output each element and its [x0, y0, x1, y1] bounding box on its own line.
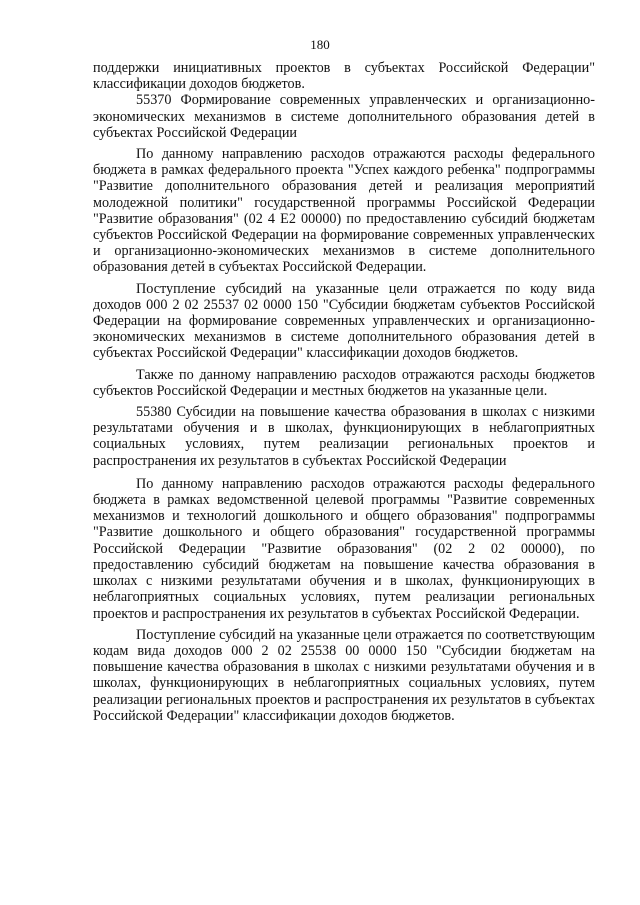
page-number: 180 [310, 37, 330, 52]
paragraph-revenue-55380: Поступление субсидий на указанные цели отражается по соответствующим кодам вида доходов 000 2 02 25538 00 0000 150 "Субсидии бюджетам на повышение качества образования в школах с низкими результатами обучения и в школах, функционирующих в неблагоприятных социальных условиях, путем реализации региональных проектов и распространения их результатов в субъектах Российской Федерации" классификации доходов бюджетов. [93, 626, 595, 724]
document-body [93, 60, 595, 724]
paragraph-continuation: поддержки инициативных проектов в субъектах Российской Федерации" классификации доходов бюджетов. [93, 60, 595, 93]
paragraph-regional-expenses: Также по данному направлению расходов отражаются расходы бюджетов субъектов Российской Федерации и местных бюджетов на указанные цели. [93, 366, 595, 399]
paragraph-expenses-55380: По данному направлению расходов отражаются расходы федерального бюджета в рамках ведомственной целевой программы "Развитие современных механизмов и технологий дошкольного и общего образования" подпрограммы "Развитие дошкольного и общего образования" государственной программы Российской Федерации "Развитие образования" (02 2 02 00000), по предоставлению субсидий бюджетам на повышение качества образования в школах с низкими результатами обучения и в школах, функционирующих в неблагоприятных социальных условиях, путем реализации региональных проектов и распространения их результатов в субъектах Российской Федерации. [93, 475, 595, 622]
paragraph-revenue-55370: Поступление субсидий на указанные цели отражается по коду вида доходов 000 2 02 25537 02 0000 150 "Субсидии бюджетам субъектов Российской Федерации на формирование современных управленческих и организационно-экономических механизмов в системе дополнительного образования детей в субъектах Российской Федерации" классификации доходов бюджетов. [93, 280, 595, 362]
section-heading-55370: 55370 Формирование современных управленческих и организационно-экономических механизмов в системе дополнительного образования детей в субъектах Российской Федерации [93, 92, 595, 141]
section-heading-55380: 55380 Субсидии на повышение качества образования в школах с низкими результатами обучения и в школах, функционирующих в неблагоприятных социальных условиях, путем реализации региональных проектов и распространения их результатов в субъектах Российской Федерации [93, 404, 595, 469]
paragraph-expenses-55370: По данному направлению расходов отражаются расходы федерального бюджета в рамках федерального проекта "Успех каждого ребенка" подпрограммы "Развитие дополнительного образования детей и реализация мероприятий молодежной политики" государственной программы Российской Федерации "Развитие образования" (02 4 Е2 00000) по предоставлению субсидий бюджетам субъектов Российской Федерации на формирование современных управленческих и организационно-экономических механизмов в системе дополнительного образования детей в субъектах Российской Федерации. [93, 146, 595, 276]
